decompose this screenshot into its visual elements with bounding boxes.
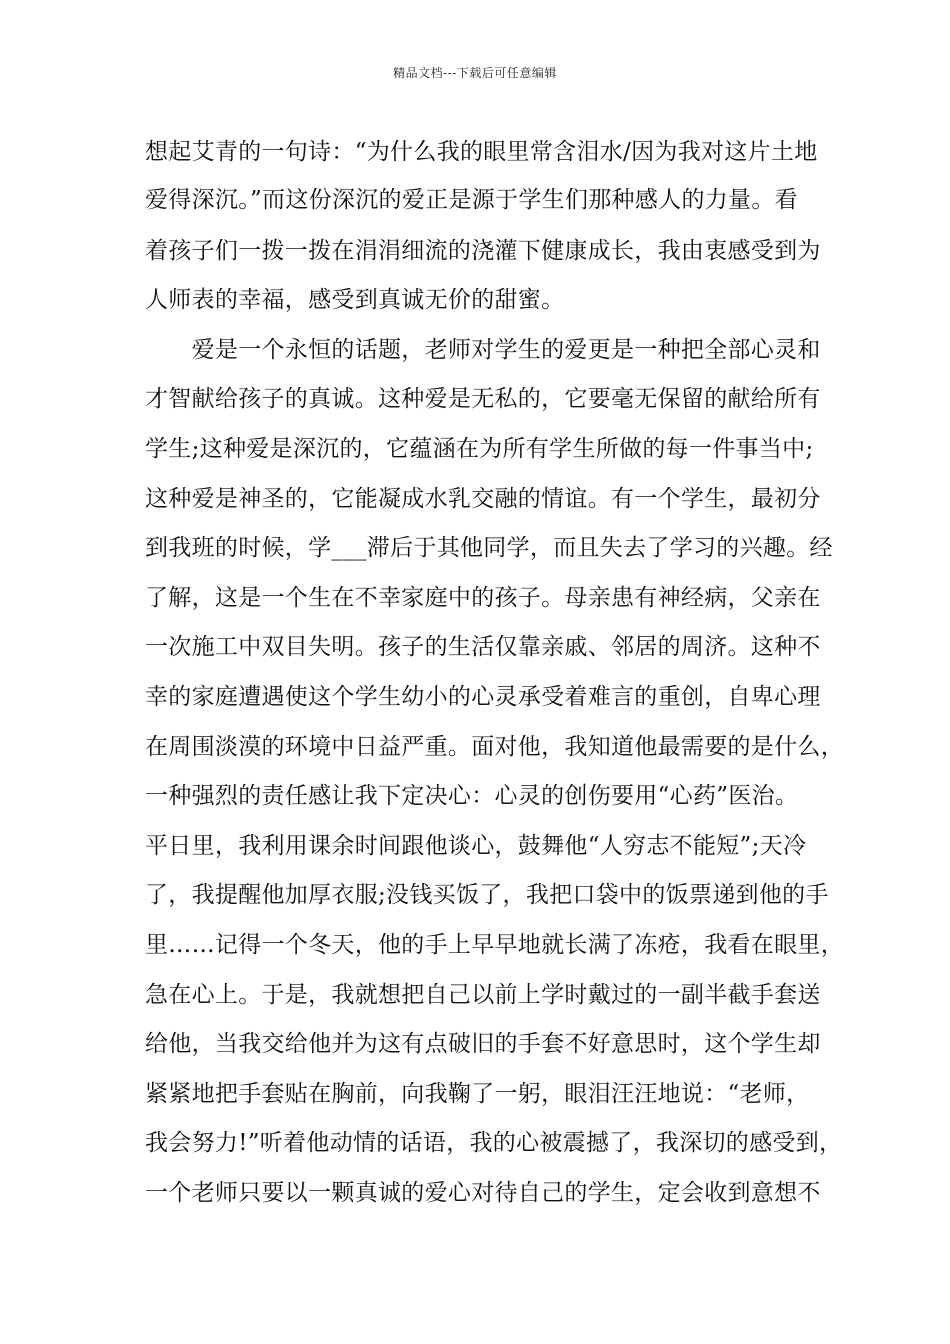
text-line: 爱是一个永恒的话题，老师对学生的爱更是一种把全部心灵和 xyxy=(145,337,821,363)
text-line: 一种强烈的责任感让我下定决心：心灵的创伤要用“心药”医治。 xyxy=(145,783,799,809)
text-line: 平日里，我利用课余时间跟他谈心，鼓舞他“人穷志不能短”;天冷 xyxy=(145,833,807,859)
text-line: 爱得深沉。”而这份深沉的爱正是源于学生们那种感人的力量。看 xyxy=(145,187,798,213)
text-line: 到我班的时候，学___滞后于其他同学，而且失去了学习的兴趣。经 xyxy=(145,535,833,561)
text-line: 幸的家庭遭遇使这个学生幼小的心灵承受着难言的重创，自卑心理 xyxy=(145,684,821,710)
text-line: 我会努力!”听着他动情的话语，我的心被震撼了，我深切的感受到， xyxy=(145,1130,843,1156)
text-line: 给他，当我交给他并为这有点破旧的手套不好意思时，这个学生却 xyxy=(145,1031,821,1057)
text-line: 人师表的幸福，感受到真诚无价的甜蜜。 xyxy=(145,287,565,313)
text-line: 在周围淡漠的环境中日益严重。面对他，我知道他最需要的是什么， xyxy=(145,734,844,760)
text-line: 着孩子们一拨一拨在涓涓细流的浇灌下健康成长，我由衷感受到为 xyxy=(145,238,821,264)
text-line: 一个老师只要以一颗真诚的爱心对待自己的学生，定会收到意想不 xyxy=(145,1180,821,1206)
text-line: 这种爱是神圣的，它能凝成水乳交融的情谊。有一个学生，最初分 xyxy=(145,486,821,512)
text-line: 学生;这种爱是深沉的，它蕴涵在为所有学生所做的每一件事当中; xyxy=(145,436,814,462)
page-header: 精品文档---下载后可任意编辑 xyxy=(393,66,557,80)
text-line: 紧紧地把手套贴在胸前，向我鞠了一躬，眼泪汪汪地说：“老师， xyxy=(145,1081,810,1107)
text-line: 里……记得一个冬天，他的手上早早地就长满了冻疮，我看在眼里， xyxy=(145,932,844,958)
text-line: 急在心上。于是，我就想把自己以前上学时戴过的一副半截手套送 xyxy=(145,982,821,1008)
text-line: 了解，这是一个生在不幸家庭中的孩子。母亲患有神经病，父亲在 xyxy=(145,585,821,611)
text-line: 想起艾青的一句诗：“为什么我的眼里常含泪水/因为我对这片土地 xyxy=(145,139,818,165)
text-line: 才智献给孩子的真诚。这种爱是无私的，它要毫无保留的献给所有 xyxy=(145,386,821,412)
text-line: 一次施工中双目失明。孩子的生活仅靠亲戚、邻居的周济。这种不 xyxy=(145,634,821,660)
text-line: 了，我提醒他加厚衣服;没钱买饭了，我把口袋中的饭票递到他的手 xyxy=(145,882,829,908)
